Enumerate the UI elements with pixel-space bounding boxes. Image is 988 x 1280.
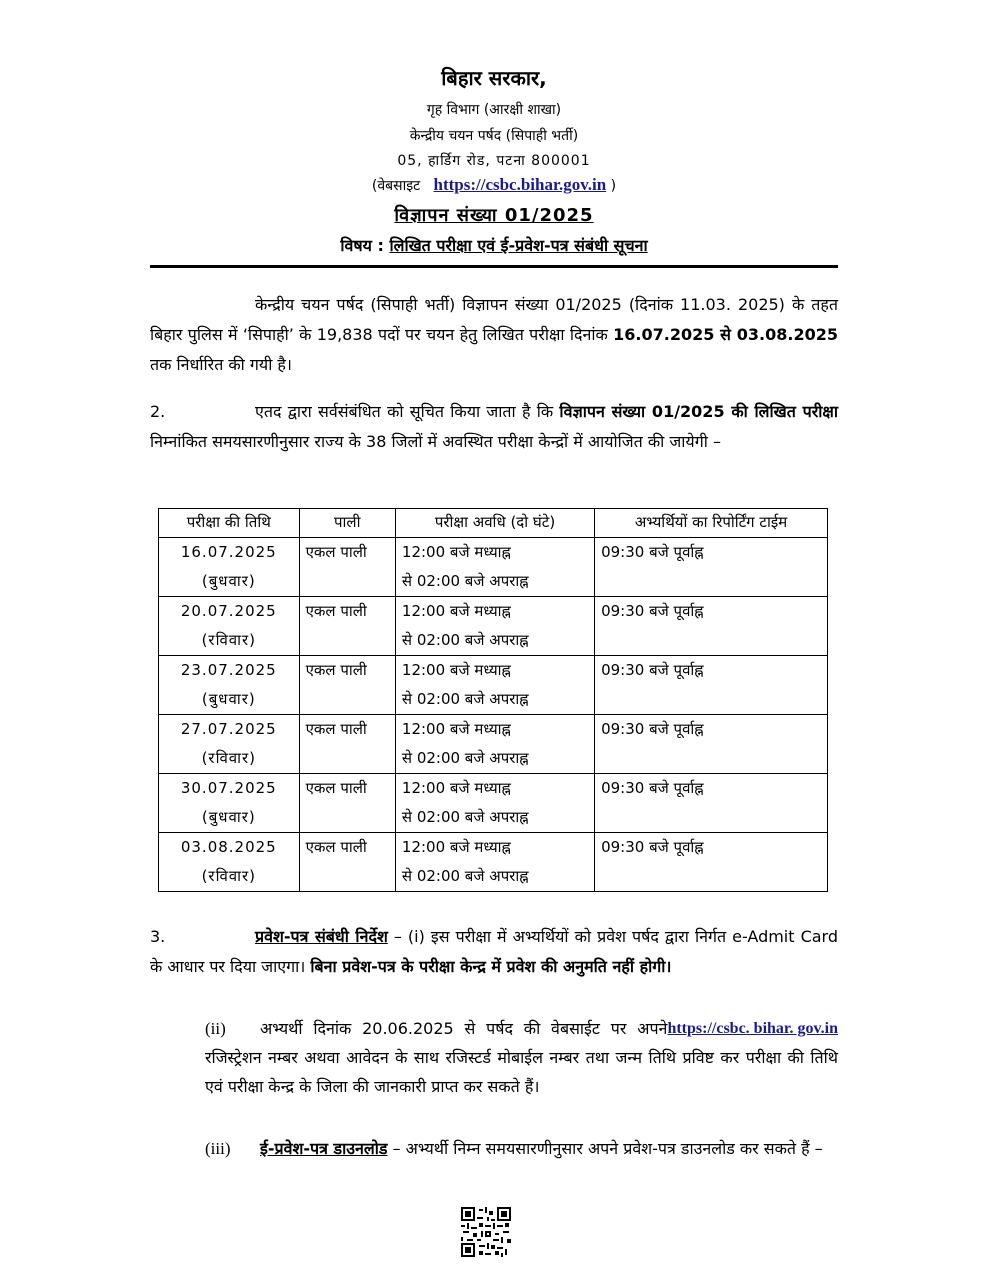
cell-date: 20.07.2025 (रविवार) bbox=[159, 597, 300, 656]
website-suffix: ) bbox=[610, 178, 617, 194]
department-line: गृह विभाग (आरक्षी शाखा) bbox=[426, 102, 562, 118]
table-header-row bbox=[159, 509, 828, 538]
paragraph-3: 3. प्रवेश-पत्र संबंधी निर्देश – (i) इस परीक्षा में अभ्यर्थियों को प्रवेश पर्षद द्वारा निर्गत e-Admit Card के आधार पर दिया जाएगा। बिना प्रवेश-पत्र के परीक्षा केन्द्र में प्रवेश की अनुमति नहीं होगी। bbox=[150, 922, 838, 982]
qr-code bbox=[461, 1207, 511, 1257]
header-date: परीक्षा की तिथि bbox=[159, 509, 300, 538]
download-heading: ई-प्रवेश-पत्र डाउनलोड bbox=[260, 1139, 388, 1158]
cell-duration: 12:00 बजे मध्याह्न से 02:00 बजे अपराह्न bbox=[395, 538, 594, 597]
cell-date: 16.07.2025 (बुधवार) bbox=[159, 538, 300, 597]
sub-point-iii: (iii) ई-प्रवेश-पत्र डाउनलोड – अभ्यर्थी निम्न समयसारणीनुसार अपने प्रवेश-पत्र डाउनलोड कर सकते हैं – bbox=[205, 1134, 838, 1163]
cell-date: 23.07.2025 (बुधवार) bbox=[159, 656, 300, 715]
para-number: 2. bbox=[150, 402, 166, 421]
cell-duration: 12:00 बजे मध्याह्न से 02:00 बजे अपराह्न bbox=[395, 597, 594, 656]
cell-shift: एकल पाली bbox=[299, 538, 395, 597]
paragraph-1: केन्द्रीय चयन पर्षद (सिपाही भर्ती) विज्ञापन संख्या 01/2025 (दिनांक 11.03. 2025) के तहत बिहार पुलिस में ‘सिपाही’ के 19,838 पदों पर चयन हेतु लिखित परीक्षा दिनांक 16.07.2025 से 03.08.2025 तक निर्धारित की गयी है। bbox=[150, 295, 838, 374]
sub-number: (ii) bbox=[205, 1019, 226, 1038]
table-row bbox=[159, 715, 828, 774]
table-row bbox=[159, 656, 828, 715]
exam-dates: 16.07.2025 से 03.08.2025 bbox=[613, 325, 838, 344]
website-link-2[interactable]: https://csbc. bihar. gov.in bbox=[667, 1020, 838, 1037]
website-prefix: (वेबसाइट bbox=[371, 178, 421, 194]
cell-reporting: 09:30 बजे पूर्वाह्न bbox=[595, 597, 828, 656]
govt-title: बिहार सरकार, bbox=[441, 66, 547, 90]
table-row bbox=[159, 538, 828, 597]
cell-date: 27.07.2025 (रविवार) bbox=[159, 715, 300, 774]
cell-duration: 12:00 बजे मध्याह्न से 02:00 बजे अपराह्न bbox=[395, 715, 594, 774]
subject-label: विषय : bbox=[340, 236, 384, 255]
cell-reporting: 09:30 बजे पूर्वाह्न bbox=[595, 833, 828, 892]
header-divider bbox=[150, 265, 838, 268]
subject-line bbox=[0, 234, 988, 256]
header-duration: परीक्षा अवधि (दो घंटे) bbox=[395, 509, 594, 538]
exam-schedule-table bbox=[158, 508, 828, 892]
notice-number: विज्ञापन संख्या 01/2025 bbox=[394, 205, 594, 226]
cell-reporting: 09:30 बजे पूर्वाह्न bbox=[595, 774, 828, 833]
cell-shift: एकल पाली bbox=[299, 833, 395, 892]
cell-date: 03.08.2025 (रविवार) bbox=[159, 833, 300, 892]
cell-reporting: 09:30 बजे पूर्वाह्न bbox=[595, 715, 828, 774]
website-line bbox=[0, 175, 988, 195]
cell-date: 30.07.2025 (बुधवार) bbox=[159, 774, 300, 833]
cell-reporting: 09:30 बजे पूर्वाह्न bbox=[595, 656, 828, 715]
website-link[interactable]: https://csbc.bihar.gov.in bbox=[433, 175, 607, 194]
header-reporting: अभ्यर्थियों का रिपोर्टिंग टाईम bbox=[595, 509, 828, 538]
cell-reporting: 09:30 बजे पूर्वाह्न bbox=[595, 538, 828, 597]
cell-shift: एकल पाली bbox=[299, 774, 395, 833]
board-line: केन्द्रीय चयन पर्षद (सिपाही भर्ती) bbox=[409, 128, 579, 144]
admit-card-heading: प्रवेश-पत्र संबंधी निर्देश bbox=[255, 927, 388, 946]
table-row bbox=[159, 833, 828, 892]
sub-number: (iii) bbox=[205, 1139, 231, 1158]
cell-duration: 12:00 बजे मध्याह्न से 02:00 बजे अपराह्न bbox=[395, 774, 594, 833]
cell-duration: 12:00 बजे मध्याह्न से 02:00 बजे अपराह्न bbox=[395, 833, 594, 892]
cell-shift: एकल पाली bbox=[299, 715, 395, 774]
cell-shift: एकल पाली bbox=[299, 656, 395, 715]
paragraph-2: 2. एतद द्वारा सर्वसंबंधित को सूचित किया जाता है कि विज्ञापन संख्या 01/2025 की लिखित परीक्षा निम्नांकित समयसारणीनुसार राज्य के 38 जिलों में अवस्थित परीक्षा केन्द्रों में आयोजित की जायेगी – bbox=[150, 397, 838, 457]
address-line: 05, हार्डिग रोड, पटना 800001 bbox=[397, 153, 591, 169]
table-row bbox=[159, 774, 828, 833]
header-shift: पाली bbox=[299, 509, 395, 538]
sub-point-ii: https://csbc. bihar. gov.in (ii) अभ्यर्थी दिनांक 20.06.2025 से पर्षद की वेबसाईट पर अपने रजिस्ट्रेशन नम्बर अथवा आवेदन के साथ रजिस्टर्ड मोबाईल नम्बर तथा जन्म तिथि प्रविष्ट कर परीक्षा की तिथि एवं परीक्षा केन्द्र के जिला की जानकारी प्राप्त कर सकते हैं। bbox=[205, 1014, 838, 1101]
cell-shift: एकल पाली bbox=[299, 597, 395, 656]
cell-duration: 12:00 बजे मध्याह्न से 02:00 बजे अपराह्न bbox=[395, 656, 594, 715]
table-row bbox=[159, 597, 828, 656]
subject-text: लिखित परीक्षा एवं ई-प्रवेश-पत्र संबंधी सूचना bbox=[389, 236, 648, 255]
para-number: 3. bbox=[150, 927, 166, 946]
